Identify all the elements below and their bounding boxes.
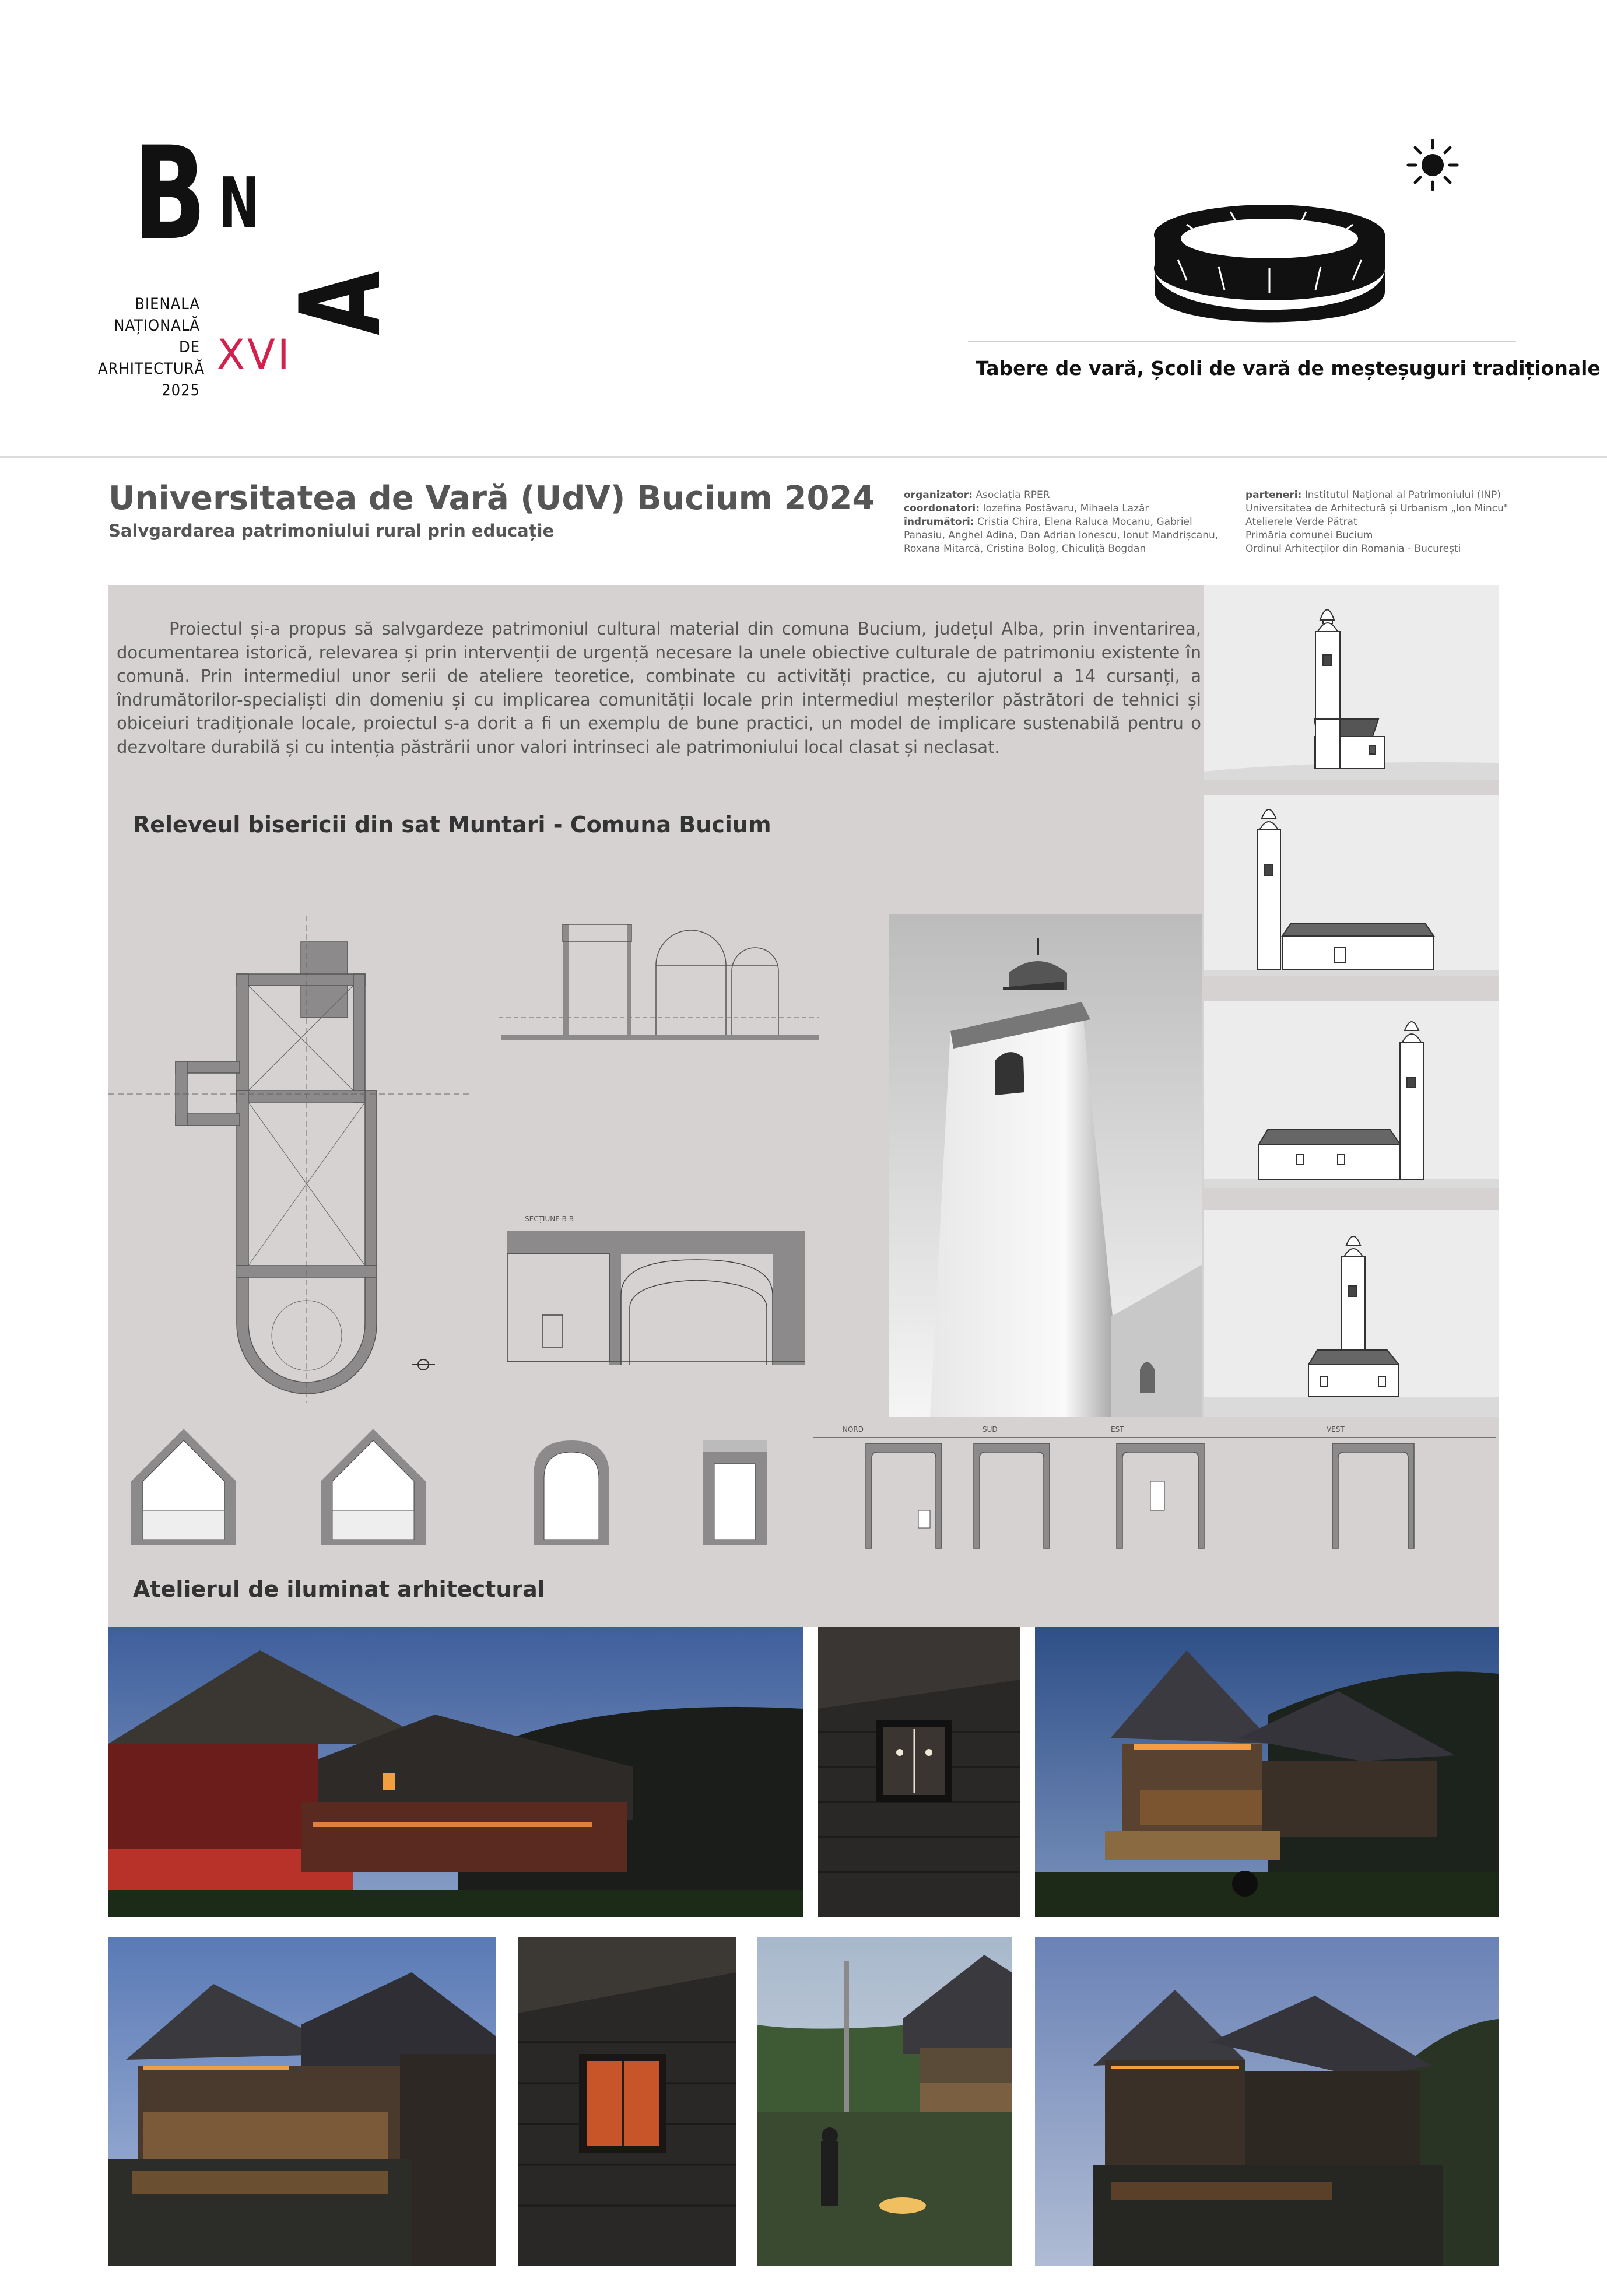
credit-line: Universitatea de Arhitectură și Urbanism „Ion Mincu" [1245, 503, 1508, 514]
svg-text:NORD: NORD [843, 1425, 864, 1433]
credit-line: îndrumători: Cristia Chira, Elena Raluca Mocanu, Gabriel [904, 516, 1192, 528]
church-long-section [499, 913, 819, 1088]
section-drawings-row [125, 1417, 907, 1551]
north-arrow-icon [412, 1359, 435, 1370]
church-elevation-2 [1204, 795, 1499, 976]
church-interior-elevations [813, 1423, 1496, 1551]
tower-section [703, 1440, 767, 1545]
bell-tower-photo [889, 914, 1202, 1417]
credit-line: coordonatori: Iozefina Postăvaru, Mihaela Lazăr [904, 503, 1149, 514]
category-rule [968, 341, 1516, 342]
logo-letter-b: B [133, 119, 206, 268]
svg-text:SUD: SUD [983, 1425, 998, 1433]
roof-section-1 [131, 1429, 236, 1545]
project-subtitle: Salvgardarea patrimoniului rural prin educație [108, 521, 555, 541]
credit-line: Atelierele Verde Pătrat [1245, 516, 1357, 528]
credit-line: Roxana Mitarcă, Cristina Bolog, Chiculiță Bogdan [904, 543, 1146, 555]
lighting-photo-house-blue-hour [1035, 1627, 1499, 1917]
logo-letter-n: N [219, 163, 260, 244]
arena-shape [1154, 205, 1385, 323]
lighting-photo-window-night [818, 1627, 1020, 1917]
credit-line: organizator: Asociația RPER [904, 489, 1050, 501]
credit-line: parteneri: Institutul Național al Patrimoniului (INP) [1245, 489, 1501, 501]
logo-text: BIENALA NAȚIONALĂ DE ARHITECTURĂ 2025 [98, 295, 205, 399]
church-floor-plan [108, 916, 470, 1403]
lighting-photo-house-evening [1035, 1937, 1499, 2266]
lighting-photo-window-glow [518, 1937, 736, 2266]
logo-letter-a: A [276, 271, 405, 335]
credit-line: Panasiu, Anghel Adina, Dan Adrian Ionescu, Ionut Mandrișcanu, [904, 530, 1219, 541]
project-title: Universitatea de Vară (UdV) Bucium 2024 [108, 479, 875, 517]
arena-with-sun-icon [1143, 137, 1499, 338]
sun-icon [1408, 141, 1457, 190]
lighting-photo-workshop-dusk [757, 1937, 1012, 2266]
lighting-photo-red-porch [108, 1627, 804, 1917]
church-elevation-3 [1204, 1001, 1499, 1188]
credits-left [904, 489, 1218, 556]
svg-text:VEST: VEST [1327, 1425, 1345, 1433]
church-elevation-4 [1204, 1210, 1499, 1417]
arch-section-1 [534, 1440, 609, 1545]
header-divider [0, 456, 1607, 458]
church-elevation-drawing [1314, 610, 1384, 769]
survey-heading: Releveul bisericii din sat Muntari - Comuna Bucium [133, 812, 771, 837]
intro-paragraph: Proiectul și-a propus să salvgardeze patrimoniul cultural material din comuna Bucium, județul Alba, prin inventarirea, documentarea istorică, relevarea și prin intervenții de urgență necesare la unele obiective culturale de patrimoniu existente în comună. Prin intermediul unor serii de ateliere teoretice, combinate cu activități practice, cu ajutorul a 14 cursanți, a îndrumătorilor-specialiști din domeniu și cu implicarea comunității locale prin intermediul meșterilor păstrători de tehnici și obiceiuri tradiționale locale, proiectul s-a dorit a fi un exemplu de bune practici, un model de implicare sustenabilă pentru o dezvoltare durabilă și cu intenția păstrării unor valori intrinseci ale patrimoniului local clasat și neclasat. [117, 619, 1201, 757]
drawing-label-section-bb: SECȚIUNE B-B [525, 1215, 574, 1223]
logo-edition: XVI [217, 331, 292, 378]
category-title: Tabere de vară, Școli de vară de meșteșuguri tradiționale [976, 357, 1601, 380]
svg-text:EST: EST [1111, 1425, 1124, 1433]
church-elevation-1 [1204, 585, 1499, 780]
credit-line: Primăria comunei Bucium [1245, 530, 1373, 541]
credit-line: Ordinul Arhitecților din Romania - București [1245, 543, 1461, 555]
credits-right [1245, 489, 1508, 556]
lighting-photo-porch-railing [108, 1937, 496, 2266]
church-cross-section-bb [507, 1207, 810, 1370]
roof-section-2 [321, 1429, 426, 1545]
lighting-heading: Atelierul de iluminat arhitectural [133, 1576, 545, 1602]
